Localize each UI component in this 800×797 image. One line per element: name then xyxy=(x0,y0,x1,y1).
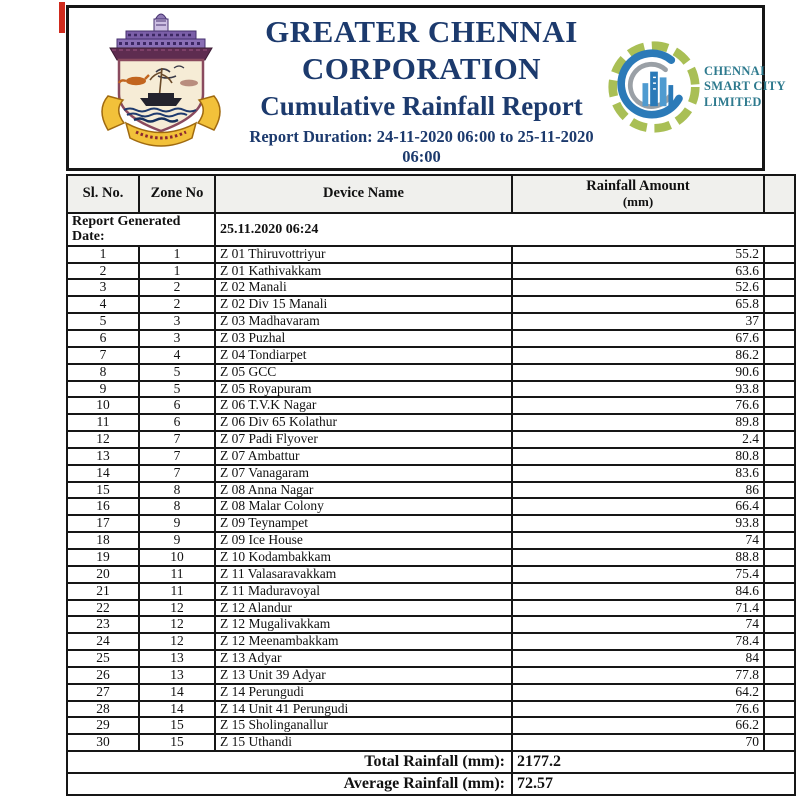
cell-device-name: Z 02 Div 15 Manali xyxy=(215,296,512,313)
table-row xyxy=(67,701,795,718)
cell-zone-no: 2 xyxy=(139,279,215,296)
cell-spacer xyxy=(764,734,795,751)
cell-sl-no: 14 xyxy=(67,465,139,482)
cell-zone-no: 15 xyxy=(139,717,215,734)
column-header-sl-no: Sl. No. xyxy=(67,175,139,213)
cell-zone-no: 11 xyxy=(139,583,215,600)
cell-sl-no: 27 xyxy=(67,684,139,701)
cell-sl-no: 15 xyxy=(67,482,139,499)
smart-city-text-line2: SMART CITY xyxy=(704,79,786,94)
cell-sl-no: 18 xyxy=(67,532,139,549)
cell-device-name: Z 08 Malar Colony xyxy=(215,498,512,515)
cell-spacer xyxy=(764,684,795,701)
total-rainfall-value: 2177.2 xyxy=(512,751,795,773)
cell-rainfall-amount: 86.2 xyxy=(512,347,764,364)
cell-rainfall-amount: 37 xyxy=(512,313,764,330)
average-rainfall-row xyxy=(67,773,795,795)
cell-device-name: Z 02 Manali xyxy=(215,279,512,296)
report-titles xyxy=(239,14,604,167)
total-rainfall-row xyxy=(67,751,795,773)
cell-zone-no: 7 xyxy=(139,448,215,465)
cell-device-name: Z 12 Mugalivakkam xyxy=(215,616,512,633)
table-row xyxy=(67,465,795,482)
cell-rainfall-amount: 77.8 xyxy=(512,667,764,684)
cell-sl-no: 7 xyxy=(67,347,139,364)
cell-device-name: Z 03 Madhavaram xyxy=(215,313,512,330)
column-header-spacer xyxy=(764,175,795,213)
cell-spacer xyxy=(764,667,795,684)
cell-spacer xyxy=(764,549,795,566)
cell-spacer xyxy=(764,600,795,617)
cell-zone-no: 14 xyxy=(139,701,215,718)
cell-spacer xyxy=(764,431,795,448)
cell-rainfall-amount: 80.8 xyxy=(512,448,764,465)
cell-sl-no: 21 xyxy=(67,583,139,600)
cell-rainfall-amount: 67.6 xyxy=(512,330,764,347)
cell-sl-no: 22 xyxy=(67,600,139,617)
cell-zone-no: 7 xyxy=(139,465,215,482)
table-row xyxy=(67,532,795,549)
cell-rainfall-amount: 66.2 xyxy=(512,717,764,734)
cell-zone-no: 12 xyxy=(139,600,215,617)
cell-sl-no: 26 xyxy=(67,667,139,684)
cell-device-name: Z 07 Ambattur xyxy=(215,448,512,465)
report-generated-value: 25.11.2020 06:24 xyxy=(215,213,795,246)
cell-sl-no: 19 xyxy=(67,549,139,566)
cell-device-name: Z 15 Uthandi xyxy=(215,734,512,751)
cell-device-name: Z 13 Adyar xyxy=(215,650,512,667)
smart-city-text-line3: LIMITED xyxy=(704,94,762,109)
table-row xyxy=(67,482,795,499)
chennai-smart-city-logo xyxy=(606,32,786,142)
table-row xyxy=(67,734,795,751)
cell-spacer xyxy=(764,532,795,549)
table-row xyxy=(67,381,795,398)
cell-sl-no: 9 xyxy=(67,381,139,398)
cell-sl-no: 10 xyxy=(67,397,139,414)
cell-device-name: Z 05 GCC xyxy=(215,364,512,381)
cell-sl-no: 4 xyxy=(67,296,139,313)
cell-zone-no: 3 xyxy=(139,313,215,330)
cell-rainfall-amount: 66.4 xyxy=(512,498,764,515)
cell-zone-no: 10 xyxy=(139,549,215,566)
cell-rainfall-amount: 74 xyxy=(512,616,764,633)
cell-device-name: Z 14 Perungudi xyxy=(215,684,512,701)
cell-rainfall-amount: 90.6 xyxy=(512,364,764,381)
cell-sl-no: 6 xyxy=(67,330,139,347)
cell-rainfall-amount: 89.8 xyxy=(512,414,764,431)
rainfall-table xyxy=(66,174,796,796)
cell-sl-no: 8 xyxy=(67,364,139,381)
table-row xyxy=(67,515,795,532)
cell-zone-no: 8 xyxy=(139,498,215,515)
table-row xyxy=(67,667,795,684)
cell-spacer xyxy=(764,364,795,381)
cell-zone-no: 6 xyxy=(139,397,215,414)
table-row xyxy=(67,448,795,465)
table-row xyxy=(67,347,795,364)
table-row xyxy=(67,583,795,600)
cell-rainfall-amount: 75.4 xyxy=(512,566,764,583)
cell-rainfall-amount: 55.2 xyxy=(512,246,764,263)
cell-spacer xyxy=(764,414,795,431)
cell-sl-no: 23 xyxy=(67,616,139,633)
table-row xyxy=(67,431,795,448)
cell-zone-no: 12 xyxy=(139,633,215,650)
org-name-line1: GREATER CHENNAI xyxy=(265,14,578,49)
cell-device-name: Z 13 Unit 39 Adyar xyxy=(215,667,512,684)
cell-spacer xyxy=(764,498,795,515)
table-row xyxy=(67,600,795,617)
cell-zone-no: 2 xyxy=(139,296,215,313)
cell-zone-no: 4 xyxy=(139,347,215,364)
total-rainfall-label: Total Rainfall (mm): xyxy=(67,751,512,773)
cell-spacer xyxy=(764,330,795,347)
rainfall-header-line2: (mm) xyxy=(622,193,654,209)
cell-sl-no: 28 xyxy=(67,701,139,718)
cell-spacer xyxy=(764,650,795,667)
cell-spacer xyxy=(764,701,795,718)
cell-sl-no: 17 xyxy=(67,515,139,532)
table-row xyxy=(67,364,795,381)
cell-device-name: Z 12 Meenambakkam xyxy=(215,633,512,650)
column-header-rainfall-amount xyxy=(512,175,764,213)
cell-rainfall-amount: 64.2 xyxy=(512,684,764,701)
cell-device-name: Z 14 Unit 41 Perungudi xyxy=(215,701,512,718)
cell-device-name: Z 01 Thiruvottriyur xyxy=(215,246,512,263)
smart-city-circle-icon xyxy=(606,39,702,135)
scan-artifact-mark xyxy=(59,2,65,33)
table-row xyxy=(67,246,795,263)
report-generated-label: Report Generated Date: xyxy=(67,213,215,246)
cell-sl-no: 16 xyxy=(67,498,139,515)
cell-device-name: Z 08 Anna Nagar xyxy=(215,482,512,499)
table-row xyxy=(67,616,795,633)
column-header-zone-no: Zone No xyxy=(139,175,215,213)
table-row xyxy=(67,279,795,296)
average-rainfall-label: Average Rainfall (mm): xyxy=(67,773,512,795)
cell-spacer xyxy=(764,465,795,482)
org-name-line2: CORPORATION xyxy=(301,50,542,86)
cell-device-name: Z 09 Ice House xyxy=(215,532,512,549)
cell-spacer xyxy=(764,263,795,280)
cell-spacer xyxy=(764,279,795,296)
table-row xyxy=(67,414,795,431)
cell-device-name: Z 09 Teynampet xyxy=(215,515,512,532)
average-rainfall-value: 72.57 xyxy=(512,773,795,795)
cell-sl-no: 12 xyxy=(67,431,139,448)
cell-device-name: Z 06 T.V.K Nagar xyxy=(215,397,512,414)
cell-spacer xyxy=(764,717,795,734)
cell-zone-no: 1 xyxy=(139,263,215,280)
cell-sl-no: 29 xyxy=(67,717,139,734)
rainfall-table-section xyxy=(66,174,794,796)
cell-spacer xyxy=(764,583,795,600)
table-row xyxy=(67,498,795,515)
cell-device-name: Z 15 Sholinganallur xyxy=(215,717,512,734)
table-row xyxy=(67,296,795,313)
report-header xyxy=(66,5,786,171)
cell-spacer xyxy=(764,482,795,499)
cell-rainfall-amount: 78.4 xyxy=(512,633,764,650)
cell-zone-no: 12 xyxy=(139,616,215,633)
cell-rainfall-amount: 65.8 xyxy=(512,296,764,313)
cell-spacer xyxy=(764,448,795,465)
chennai-corporation-emblem-logo xyxy=(85,10,237,162)
cell-spacer xyxy=(764,347,795,364)
cell-zone-no: 15 xyxy=(139,734,215,751)
cell-device-name: Z 07 Padi Flyover xyxy=(215,431,512,448)
cell-device-name: Z 10 Kodambakkam xyxy=(215,549,512,566)
cell-zone-no: 9 xyxy=(139,532,215,549)
cell-device-name: Z 07 Vanagaram xyxy=(215,465,512,482)
cell-sl-no: 2 xyxy=(67,263,139,280)
table-row xyxy=(67,263,795,280)
cell-zone-no: 5 xyxy=(139,381,215,398)
cell-device-name: Z 01 Kathivakkam xyxy=(215,263,512,280)
cell-device-name: Z 06 Div 65 Kolathur xyxy=(215,414,512,431)
cell-rainfall-amount: 70 xyxy=(512,734,764,751)
cell-sl-no: 13 xyxy=(67,448,139,465)
cell-rainfall-amount: 63.6 xyxy=(512,263,764,280)
cell-device-name: Z 11 Valasaravakkam xyxy=(215,566,512,583)
cell-spacer xyxy=(764,633,795,650)
cell-zone-no: 11 xyxy=(139,566,215,583)
cell-spacer xyxy=(764,566,795,583)
cell-sl-no: 20 xyxy=(67,566,139,583)
cell-device-name: Z 12 Alandur xyxy=(215,600,512,617)
cell-spacer xyxy=(764,313,795,330)
cell-spacer xyxy=(764,246,795,263)
table-row xyxy=(67,549,795,566)
table-row xyxy=(67,633,795,650)
rainfall-header-line1: Rainfall Amount xyxy=(586,177,690,194)
cell-device-name: Z 03 Puzhal xyxy=(215,330,512,347)
cell-spacer xyxy=(764,616,795,633)
table-row xyxy=(67,650,795,667)
report-generated-row xyxy=(67,213,795,246)
column-header-device-name: Device Name xyxy=(215,175,512,213)
cell-zone-no: 13 xyxy=(139,650,215,667)
cell-rainfall-amount: 83.6 xyxy=(512,465,764,482)
cell-sl-no: 25 xyxy=(67,650,139,667)
cell-zone-no: 14 xyxy=(139,684,215,701)
cell-device-name: Z 05 Royapuram xyxy=(215,381,512,398)
table-row xyxy=(67,313,795,330)
cell-zone-no: 7 xyxy=(139,431,215,448)
cell-rainfall-amount: 52.6 xyxy=(512,279,764,296)
cell-zone-no: 13 xyxy=(139,667,215,684)
cell-spacer xyxy=(764,381,795,398)
cell-rainfall-amount: 84.6 xyxy=(512,583,764,600)
smart-city-logo-text xyxy=(704,64,786,111)
cell-rainfall-amount: 84 xyxy=(512,650,764,667)
smart-city-text-line1: CHENNAI xyxy=(704,63,766,78)
cell-rainfall-amount: 2.4 xyxy=(512,431,764,448)
cell-rainfall-amount: 88.8 xyxy=(512,549,764,566)
cell-spacer xyxy=(764,515,795,532)
table-row xyxy=(67,330,795,347)
cell-sl-no: 3 xyxy=(67,279,139,296)
report-title: Cumulative Rainfall Report xyxy=(260,91,583,122)
cell-rainfall-amount: 74 xyxy=(512,532,764,549)
cell-zone-no: 3 xyxy=(139,330,215,347)
cell-rainfall-amount: 93.8 xyxy=(512,515,764,532)
cell-device-name: Z 04 Tondiarpet xyxy=(215,347,512,364)
cell-rainfall-amount: 86 xyxy=(512,482,764,499)
cell-sl-no: 11 xyxy=(67,414,139,431)
cell-rainfall-amount: 76.6 xyxy=(512,701,764,718)
table-header-row xyxy=(67,175,795,213)
cell-rainfall-amount: 76.6 xyxy=(512,397,764,414)
cell-zone-no: 5 xyxy=(139,364,215,381)
cell-sl-no: 24 xyxy=(67,633,139,650)
cell-sl-no: 30 xyxy=(67,734,139,751)
cell-rainfall-amount: 71.4 xyxy=(512,600,764,617)
cell-sl-no: 5 xyxy=(67,313,139,330)
table-row xyxy=(67,717,795,734)
rainfall-table-body xyxy=(67,246,795,751)
report-duration: Report Duration: 24-11-2020 06:00 to 25-11-2020 06:00 xyxy=(249,127,594,167)
table-row xyxy=(67,566,795,583)
cell-zone-no: 1 xyxy=(139,246,215,263)
cell-spacer xyxy=(764,296,795,313)
cell-zone-no: 6 xyxy=(139,414,215,431)
cell-zone-no: 8 xyxy=(139,482,215,499)
cell-spacer xyxy=(764,397,795,414)
cell-zone-no: 9 xyxy=(139,515,215,532)
cell-device-name: Z 11 Maduravoyal xyxy=(215,583,512,600)
table-row xyxy=(67,397,795,414)
cell-sl-no: 1 xyxy=(67,246,139,263)
cell-rainfall-amount: 93.8 xyxy=(512,381,764,398)
table-row xyxy=(67,684,795,701)
